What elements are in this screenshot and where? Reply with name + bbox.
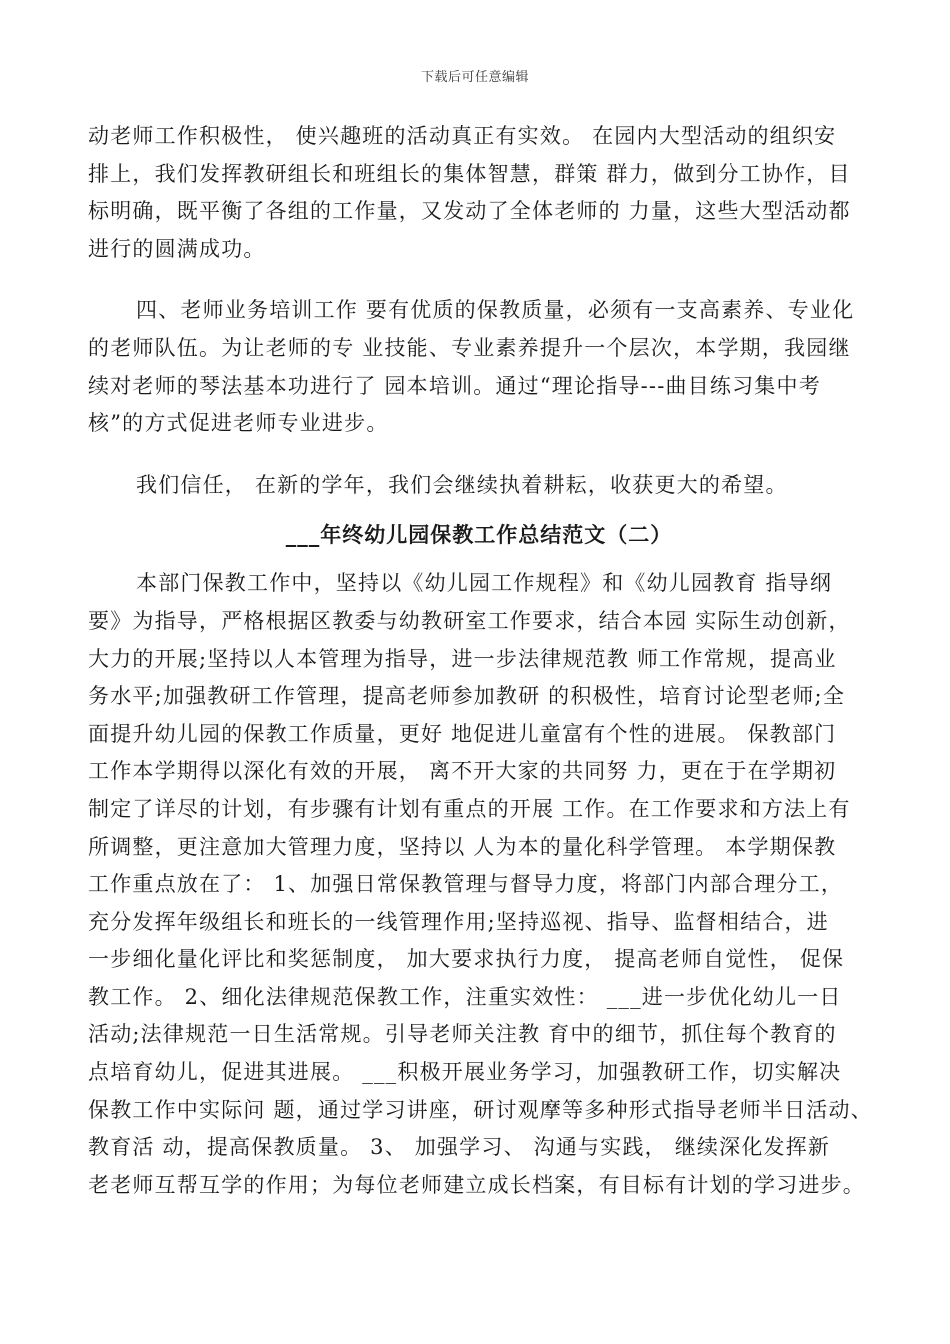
text-line: 进行的圆满成功。 [88,236,266,261]
text-line: 标明确，既平衡了各组的工作量，又发动了全体老师的 力量，这些大型活动都 [88,199,851,224]
text-line: 动老师工作积极性， 使兴趣班的活动真正有实效。 在园内大型活动的组织安 [88,124,837,148]
text-line: 核”的方式促进老师专业进步。 [88,411,389,436]
document-body [88,118,873,1204]
paragraph-4 [88,565,873,1204]
text-line: 大力的开展;坚持以人本管理为指导，进一步法律规范教 师工作常规，提高业 [88,646,837,671]
paragraph-2 [88,292,870,442]
page-header: 下载后可任意编辑 [420,70,529,85]
text-line: 续对老师的琴法基本功进行了 园本培训。通过“理论指导---曲目练习集中考 [88,373,821,398]
text-line: 务水平;加强教研工作管理，提高老师参加教研 的积极性，培育讨论型老师;全 [88,684,846,709]
text-line: 我们信任， 在新的学年，我们会继续执着耕耘，收获更大的希望。 [136,472,788,497]
text-line: 面提升幼儿园的保教工作质量，更好 地促进儿童富有个性的进展。 保教部门 [88,721,837,746]
text-line: 要》为指导，严格根据区教委与幼教研室工作要求，结合本园 实际生动创新， [88,608,851,633]
text-line: 本部门保教工作中，坚持以《幼儿园工作规程》和《幼儿园教育 指导纲 [136,571,833,596]
text-line: 工作本学期得以深化有效的开展， 离不开大家的共同努 力，更在于在学期初 [88,759,837,784]
paragraph-1 [88,118,870,268]
text-line: 教育活 动，提高保教质量。 3、 加强学习、 沟通与实践， 继续深化发挥新 [88,1135,831,1160]
text-line: 保教工作中实际问 题，通过学习讲座，研讨观摩等多种形式指导老师半日活动、 [88,1097,873,1122]
paragraph-3 [88,467,870,505]
text-line: 工作重点放在了： 1、加强日常保教管理与督导力度，将部门内部合理分工， [88,872,844,897]
text-line: 活动;法律规范一日生活常规。引导老师关注教 育中的细节，抓住每个教育的 [88,1022,837,1047]
text-line: 老老师互帮互学的作用；为每位老师建立成长档案，有目标有计划的学习进步。 [88,1172,865,1197]
text-line: 所调整，更注意加大管理力度，坚持以 人为本的量化科学管理。 本学期保教 [88,834,837,859]
text-line: 制定了详尽的计划，有步骤有计划有重点的开展 工作。在工作要求和方法上有 [88,796,851,821]
text-line: 的老师队伍。为让老师的专 业技能、专业素养提升一个层次，本学期，我园继 [88,335,851,360]
text-line: 排上，我们发挥教研组长和班组长的集体智慧，群策 群力，做到分工协作，目 [88,161,851,186]
text-line: 四、老师业务培训工作 要有优质的保教质量，必须有一支高素养、专业化 [136,298,855,323]
text-line: 充分发挥年级组长和班长的一线管理作用;坚持巡视、指导、监督相结合，进 [88,909,829,934]
text-line: 教工作。 2、细化法律规范保教工作，注重实效性： ___进一步优化幼儿一日 [88,984,842,1009]
section-title: ___年终幼儿园保教工作总结范文（二） [285,522,673,548]
text-line: 一步细化量化评比和奖惩制度， 加大要求执行力度， 提高老师自觉性， 促保 [88,947,845,972]
text-line: 点培育幼儿，促进其进展。 ___积极开展业务学习，加强教研工作，切实解决 [88,1060,842,1085]
